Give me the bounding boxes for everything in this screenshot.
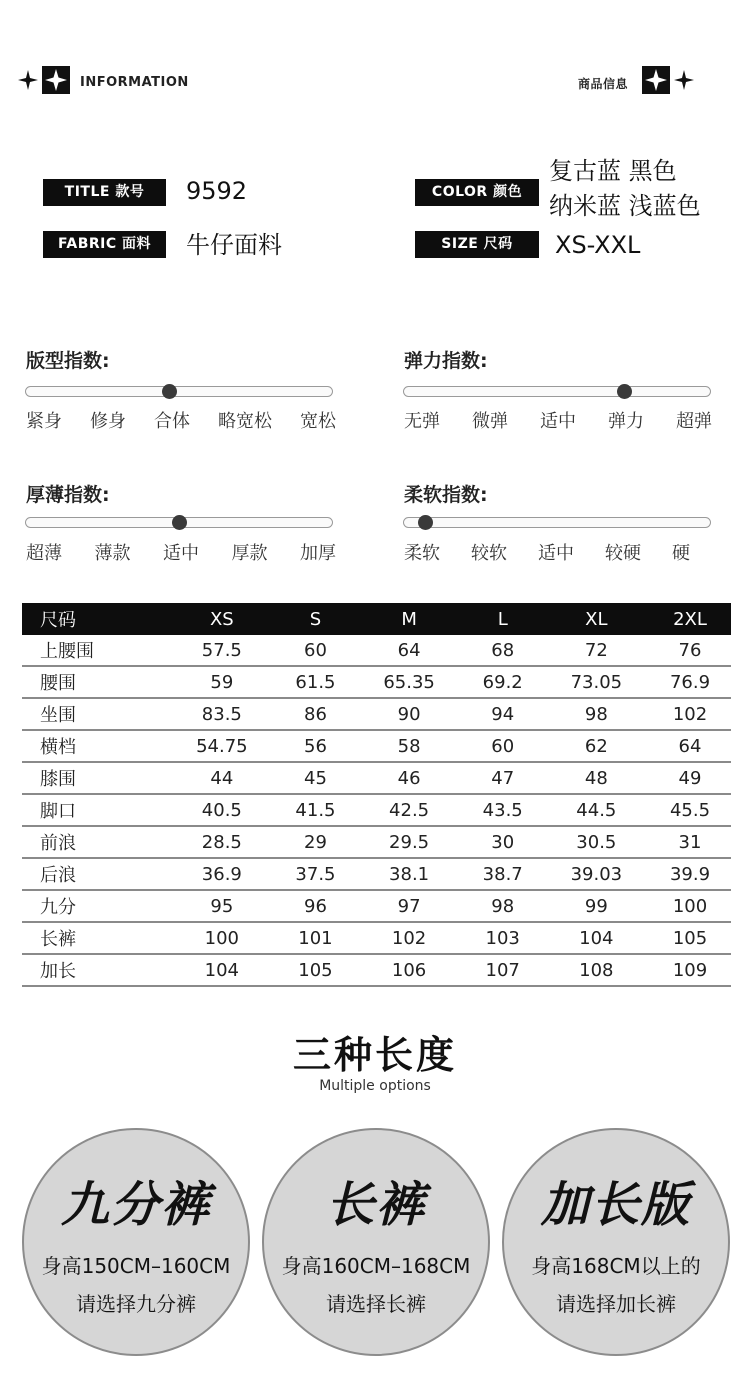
measurement-value-cell: 28.5 — [169, 826, 274, 858]
table-header-cell: XL — [544, 603, 649, 635]
softness-label: 较软 — [471, 543, 507, 564]
measurement-value-cell: 100 — [169, 922, 274, 954]
fit-index-track — [25, 386, 333, 397]
thickness-index-track — [25, 517, 333, 528]
measurement-value-cell: 38.1 — [356, 858, 461, 890]
color-tag: COLOR 颜色 — [415, 179, 539, 206]
measurement-value-cell: 44.5 — [544, 794, 649, 826]
measurement-value-cell: 83.5 — [169, 698, 274, 730]
measurement-value-cell: 104 — [544, 922, 649, 954]
measurement-value-cell: 94 — [462, 698, 544, 730]
thickness-label: 超薄 — [26, 543, 62, 564]
sparkle-box-icon — [42, 66, 70, 94]
measurement-value-cell: 96 — [275, 890, 357, 922]
softness-index-labels — [404, 539, 690, 565]
length-option-height: 身高160CM–168CM — [281, 1254, 471, 1278]
table-row — [22, 666, 731, 698]
thickness-index-title: 厚薄指数: — [26, 484, 110, 506]
softness-index-knob — [418, 515, 433, 530]
measurement-value-cell: 29 — [275, 826, 357, 858]
measurement-value-cell: 76.9 — [649, 666, 731, 698]
elasticity-index-knob — [617, 384, 632, 399]
measurement-label-cell: 脚口 — [22, 794, 169, 826]
measurement-value-cell: 45 — [275, 762, 357, 794]
measurement-value-cell: 105 — [275, 954, 357, 986]
measurement-value-cell: 64 — [649, 730, 731, 762]
table-row — [22, 794, 731, 826]
length-option-advice: 请选择九分裤 — [76, 1292, 196, 1316]
measurement-value-cell: 68 — [462, 635, 544, 666]
table-row — [22, 635, 731, 666]
measurement-value-cell: 58 — [356, 730, 461, 762]
length-option-height: 身高168CM以上的 — [531, 1254, 701, 1278]
table-row — [22, 826, 731, 858]
table-header-cell: 尺码 — [22, 603, 169, 635]
softness-index-title: 柔软指数: — [404, 484, 488, 506]
measurement-value-cell: 44 — [169, 762, 274, 794]
fit-label: 宽松 — [300, 411, 336, 432]
table-header-row — [22, 603, 731, 635]
table-header-cell: XS — [169, 603, 274, 635]
measurement-value-cell: 99 — [544, 890, 649, 922]
size-value: XS-XXL — [555, 231, 641, 259]
length-option-height: 身高150CM–160CM — [41, 1254, 231, 1278]
measurement-value-cell: 60 — [462, 730, 544, 762]
fit-index-title: 版型指数: — [26, 350, 110, 372]
elasticity-label: 微弹 — [472, 411, 508, 432]
measurement-value-cell: 73.05 — [544, 666, 649, 698]
measurement-value-cell: 30 — [462, 826, 544, 858]
measurement-value-cell: 30.5 — [544, 826, 649, 858]
measurement-value-cell: 37.5 — [275, 858, 357, 890]
length-option-name: 九分裤 — [60, 1177, 211, 1233]
measurement-value-cell: 86 — [275, 698, 357, 730]
table-header-cell: 2XL — [649, 603, 731, 635]
header-left-label: INFORMATION — [80, 75, 189, 90]
lengths-title: 三种长度 — [292, 1033, 457, 1077]
measurement-value-cell: 103 — [462, 922, 544, 954]
measurement-value-cell: 90 — [356, 698, 461, 730]
table-row — [22, 890, 731, 922]
measurement-label-cell: 横档 — [22, 730, 169, 762]
measurement-value-cell: 101 — [275, 922, 357, 954]
fit-label: 修身 — [90, 411, 126, 432]
measurement-value-cell: 64 — [356, 635, 461, 666]
measurement-label-cell: 加长 — [22, 954, 169, 986]
measurement-value-cell: 54.75 — [169, 730, 274, 762]
length-option-name: 长裤 — [325, 1177, 426, 1233]
length-option-advice: 请选择加长裤 — [556, 1292, 676, 1316]
measurement-value-cell: 72 — [544, 635, 649, 666]
thickness-label: 厚款 — [231, 543, 268, 564]
measurement-value-cell: 59 — [169, 666, 274, 698]
measurement-value-cell: 61.5 — [275, 666, 357, 698]
measurement-value-cell: 104 — [169, 954, 274, 986]
elasticity-label: 无弹 — [404, 411, 440, 432]
size-chart-table — [22, 603, 731, 987]
measurement-value-cell: 97 — [356, 890, 461, 922]
measurement-value-cell: 36.9 — [169, 858, 274, 890]
softness-label: 柔软 — [404, 543, 440, 564]
table-row — [22, 698, 731, 730]
length-option-cropped — [22, 1128, 250, 1356]
measurement-value-cell: 102 — [356, 922, 461, 954]
measurement-value-cell: 62 — [544, 730, 649, 762]
softness-label: 硬 — [672, 543, 690, 564]
measurement-value-cell: 108 — [544, 954, 649, 986]
length-option-long — [502, 1128, 730, 1356]
measurement-value-cell: 76 — [649, 635, 731, 666]
measurement-value-cell: 29.5 — [356, 826, 461, 858]
color-value-line2: 纳米蓝 浅蓝色 — [549, 192, 701, 220]
softness-index-track — [403, 517, 711, 528]
measurement-label-cell: 腰围 — [22, 666, 169, 698]
table-row — [22, 730, 731, 762]
measurement-label-cell: 上腰围 — [22, 635, 169, 666]
elasticity-label: 弹力 — [608, 411, 644, 432]
measurement-label-cell: 膝围 — [22, 762, 169, 794]
measurement-value-cell: 49 — [649, 762, 731, 794]
measurement-label-cell: 后浪 — [22, 858, 169, 890]
length-option-advice: 请选择长裤 — [326, 1292, 426, 1316]
measurement-label-cell: 长裤 — [22, 922, 169, 954]
measurement-value-cell: 60 — [275, 635, 357, 666]
measurement-label-cell: 坐围 — [22, 698, 169, 730]
measurement-value-cell: 48 — [544, 762, 649, 794]
thickness-label: 薄款 — [94, 543, 131, 564]
fabric-value: 牛仔面料 — [186, 231, 282, 259]
measurement-value-cell: 40.5 — [169, 794, 274, 826]
measurement-value-cell: 42.5 — [356, 794, 461, 826]
title-tag: TITLE 款号 — [43, 179, 166, 206]
elasticity-index-title: 弹力指数: — [404, 350, 488, 372]
measurement-label-cell: 前浪 — [22, 826, 169, 858]
fabric-tag: FABRIC 面料 — [43, 231, 166, 258]
table-header-cell: M — [356, 603, 461, 635]
measurement-value-cell: 95 — [169, 890, 274, 922]
elasticity-label: 超弹 — [676, 411, 712, 432]
fit-label: 合体 — [154, 411, 190, 432]
measurement-value-cell: 45.5 — [649, 794, 731, 826]
measurement-value-cell: 98 — [462, 890, 544, 922]
measurement-value-cell: 43.5 — [462, 794, 544, 826]
header-left — [18, 66, 218, 94]
title-value: 9592 — [186, 177, 248, 205]
measurement-value-cell: 39.03 — [544, 858, 649, 890]
measurement-value-cell: 31 — [649, 826, 731, 858]
header-right — [560, 66, 700, 94]
measurement-value-cell: 100 — [649, 890, 731, 922]
length-option-name: 加长版 — [540, 1177, 691, 1233]
thickness-label: 加厚 — [300, 543, 336, 564]
sparkle-icon — [674, 70, 694, 90]
softness-label: 适中 — [538, 543, 574, 564]
table-body — [22, 635, 731, 986]
sparkle-icon — [18, 70, 38, 90]
measurement-value-cell: 41.5 — [275, 794, 357, 826]
fit-index-knob — [162, 384, 177, 399]
measurement-value-cell: 47 — [462, 762, 544, 794]
measurement-value-cell: 65.35 — [356, 666, 461, 698]
measurement-value-cell: 106 — [356, 954, 461, 986]
measurement-value-cell: 38.7 — [462, 858, 544, 890]
measurement-value-cell: 105 — [649, 922, 731, 954]
lengths-subtitle: Multiple options — [319, 1078, 431, 1094]
thickness-index-labels — [26, 539, 336, 565]
measurement-value-cell: 46 — [356, 762, 461, 794]
elasticity-label: 适中 — [540, 411, 576, 432]
elasticity-index-labels — [404, 407, 712, 433]
measurement-value-cell: 98 — [544, 698, 649, 730]
measurement-value-cell: 57.5 — [169, 635, 274, 666]
table-header-cell: L — [462, 603, 544, 635]
softness-label: 较硬 — [605, 543, 641, 564]
measurement-value-cell: 109 — [649, 954, 731, 986]
sparkle-box-icon — [642, 66, 670, 94]
measurement-value-cell: 56 — [275, 730, 357, 762]
header-right-label: 商品信息 — [578, 77, 629, 91]
thickness-index-knob — [172, 515, 187, 530]
color-value-line1: 复古蓝 黑色 — [549, 157, 677, 185]
fit-label: 略宽松 — [218, 411, 272, 432]
length-option-regular — [262, 1128, 490, 1356]
table-row — [22, 858, 731, 890]
size-tag: SIZE 尺码 — [415, 231, 539, 258]
measurement-value-cell: 69.2 — [462, 666, 544, 698]
fit-label: 紧身 — [26, 411, 62, 432]
fit-index-labels — [26, 407, 336, 433]
table-row — [22, 762, 731, 794]
table-row — [22, 954, 731, 986]
measurement-value-cell: 107 — [462, 954, 544, 986]
table-header-cell: S — [275, 603, 357, 635]
measurement-value-cell: 102 — [649, 698, 731, 730]
elasticity-index-track — [403, 386, 711, 397]
thickness-label: 适中 — [163, 543, 199, 564]
table-row — [22, 922, 731, 954]
measurement-value-cell: 39.9 — [649, 858, 731, 890]
measurement-label-cell: 九分 — [22, 890, 169, 922]
